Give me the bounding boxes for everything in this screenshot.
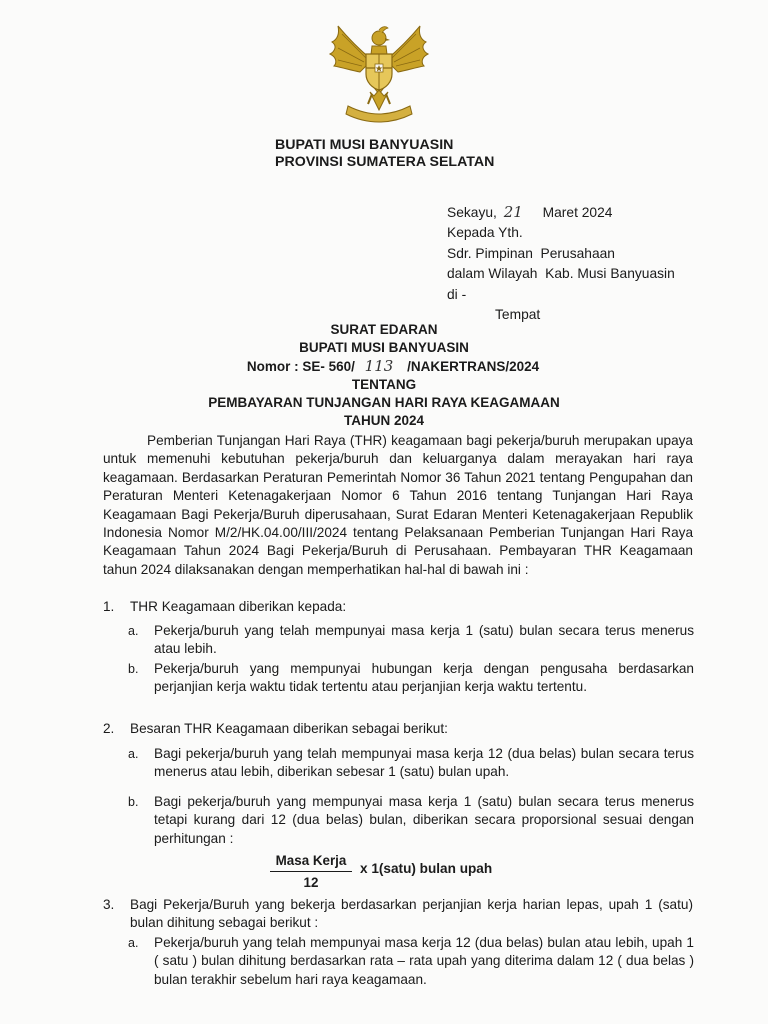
nomor-suffix: /NAKERTRANS/2024 xyxy=(407,359,540,374)
formula-fraction xyxy=(270,852,352,891)
letterhead-line-2: PROVINSI SUMATERA SELATAN xyxy=(275,154,495,170)
item-1a-text: Pekerja/buruh yang telah mempunyai masa kerja 1 (satu) bulan secara terus menerus atau lebih. xyxy=(154,623,694,657)
item-1b-text: Pekerja/buruh yang mempunyai hubungan kerja dengan pengusaha berdasarkan perjanjian kerja waktu tidak tertentu atau perjanjian kerja waktu tertentu. xyxy=(154,661,694,695)
subject-year: TAHUN 2024 xyxy=(343,413,425,428)
title-line-1: SURAT EDARAN xyxy=(330,322,438,337)
date-line xyxy=(447,202,675,223)
formula-denominator: 12 xyxy=(303,875,319,890)
item-2-text: Besaran THR Keagamaan diberikan sebagai berikut: xyxy=(130,721,448,736)
item-1-text: THR Keagamaan diberikan kepada: xyxy=(130,599,347,614)
intro-paragraph: Pemberian Tunjangan Hari Raya (THR) keagamaan bagi pekerja/buruh merupakan upaya untuk memenuhi kebutuhan pekerja/buruh dan keluarganya dalam merayakan hari raya keagamaan. Berdasarkan Peraturan Pemerintah Nomor 36 Tahun 2021 tentang Pengupahan dan Peraturan Menteri Ketenagakerjaan Nomor 6 Tahun 2016 tentang Tunjangan Hari Raya Keagamaan Bagi Pekerja/Buruh diperusahaan, Surat Edaran Menteri Ketenagakerjaan Republik Indonesia Nomor M/2/HK.04.00/III/2024 tentang Pelaksanaan Pemberian Tunjangan Hari Raya Keagamaan Tahun 2024 Bagi Pekerja/Buruh di Perusahaan. Pembayaran THR Keagamaan tahun 2024 dilaksanakan dengan memperhatikan hal-hal di bawah ini : xyxy=(103,433,693,577)
item-2a-text: Bagi pekerja/buruh yang telah mempunyai masa kerja 12 (dua belas) bulan secara terus menerus atau lebih, diberikan sebesar 1 (satu) bulan upah. xyxy=(154,746,694,780)
addressee-line-1: Sdr. Pimpinan Perusahaan xyxy=(447,245,615,261)
date-day-handwritten: 21 xyxy=(503,203,523,221)
to-label: Kepada Yth. xyxy=(447,225,523,241)
item-3-text: Bagi Pekerja/Buruh yang bekerja berdasarkan perjanjian kerja harian lepas, upah 1 (satu) bulan dihitung sebagai berikut : xyxy=(130,897,693,931)
formula-multiplier: x 1(satu) bulan upah xyxy=(360,861,493,876)
di-line: di - xyxy=(447,286,467,302)
letterhead xyxy=(275,137,494,171)
item-1a-letter: a. xyxy=(128,624,139,638)
nomor-handwritten: 113 xyxy=(364,357,394,375)
item-1-number: 1. xyxy=(103,599,115,614)
thr-formula xyxy=(270,852,530,892)
addressee-line-2: dalam Wilayah Kab. Musi Banyuasin xyxy=(447,266,675,282)
date-month-year: Maret 2024 xyxy=(542,205,613,220)
item-2-number: 2. xyxy=(103,721,115,736)
item-1b-letter: b. xyxy=(128,662,139,676)
item-2b-text: Bagi pekerja/buruh yang mempunyai masa kerja 1 (satu) bulan secara terus menerus tetapi kurang dari 12 (dua belas) bulan, diberikan secara proporsional sesuai dengan perhitungan : xyxy=(154,794,694,846)
date-place: Sekayu, xyxy=(447,205,497,220)
nomor-line xyxy=(0,357,768,376)
letterhead-line-1: BUPATI MUSI BANYUASIN xyxy=(275,137,454,153)
item-3a-text: Pekerja/buruh yang telah mempunyai masa kerja 12 (dua belas) bulan atau lebih, upah 1 ( satu ) bulan dihitung berdasarkan rata – rata upah yang diterima dalam 12 ( dua belas ) bulan terakhir sebelum hari raya keagamaan. xyxy=(154,935,694,987)
title-line-2: BUPATI MUSI BANYUASIN xyxy=(299,340,469,355)
item-3a-letter: a. xyxy=(128,936,139,950)
date-recipient-block xyxy=(447,202,675,325)
item-3-number: 3. xyxy=(103,897,115,912)
subject-line: PEMBAYARAN TUNJANGAN HARI RAYA KEAGAMAAN xyxy=(208,395,560,410)
item-2a-letter: a. xyxy=(128,747,139,761)
formula-numerator: Masa Kerja xyxy=(270,852,352,872)
nomor-prefix: Nomor : SE- 560/ xyxy=(246,359,355,374)
item-2b-letter: b. xyxy=(128,795,139,809)
garuda-emblem-icon xyxy=(320,20,438,126)
tentang-label: TENTANG xyxy=(351,377,417,392)
tempat-line: Tempat xyxy=(495,307,541,323)
letter-title xyxy=(0,321,768,430)
